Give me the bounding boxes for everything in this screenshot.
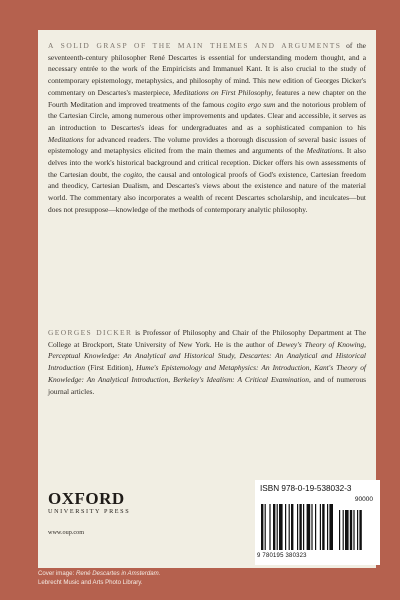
book-description [48,40,366,216]
description-term: cogito [123,169,142,179]
bio-titles: Hume's Epistemology and Metaphysics: An Introduction, Kant's Theory of Knowledge: An Analytical Introduction, Berkeley's Idealism: A Critical Examination [48,363,366,384]
credit-label: Cover image: [38,570,76,577]
barcode-digits: 9 780195 380323 [257,553,307,559]
bio-text: , and of numerous journal articles. [48,374,366,396]
publisher-subtitle: UNIVERSITY PRESS [48,508,131,515]
bio-titles: Dewey's Theory of Knowing, Perceptual Knowledge: An Analytical and Historical Study, Descartes: An Analytical and Historical Introduction [48,339,366,373]
cover-image-credit [38,570,238,587]
description-text: , features a new chapter on the Fourth Meditation and improved treatments of the famous [48,87,366,109]
description-title: Meditations on First Philosophy [173,87,272,97]
description-title: Meditations [306,146,343,156]
price-code: 90000 [354,496,373,503]
publisher-url: www.oup.com [48,529,85,536]
barcode-bars [261,504,373,552]
barcode-block [255,480,380,565]
description-term: cogito ergo sum [226,99,276,109]
credit-title: René Descartes in Amsterdam. [75,570,161,577]
publisher-name: OXFORD [48,489,125,508]
credit-line: Lebrecht Music and Arts Photo Library. [38,578,143,586]
description-text: . It also delves into the work's historical background and critical reception. Dicker offers his own assessments of the Cartesian doubt, the [48,146,366,179]
description-text: , the causal and ontological proofs of God's existence, Cartesian freedom and theodicy, Cartesian Dualism, and Descartes's views about the existence and nature of the material world. The commentary also incorporates a wealth of recent Descartes scholarship, and inculcates—but does not presuppose—knowledge of the methods of contemporary analytic philosophy. [48,169,366,214]
isbn-number: ISBN 978-0-19-538032-3 [260,484,352,493]
bio-text: is Professor of Philosophy and Chair of the Philosophy Department at The College at Brockport, State University of New York. He is the author of [48,328,366,349]
description-lead: A SOLID GRASP OF THE MAIN THEMES AND ARGUMENTS [48,41,342,50]
publisher-logo [48,490,130,516]
description-text: and the notorious problem of the Cartesian Circle, among numerous other improvements and updates. Clear and accessible, it serves as an introduction to Descartes's ideas for undergraduates and as a sophisticated companion to his [48,99,366,132]
author-name: GEORGES DICKER [48,328,133,337]
bio-text: (First Edition), [84,363,137,373]
author-bio [48,327,366,397]
description-title: Meditations [48,134,84,144]
description-text: for advanced readers. The volume provides a thorough discussion of several basic issues of epistemology and metaphysics elicited from the main themes and arguments of the [48,134,366,156]
description-text: of the seventeenth-century philosopher René Descartes is essential for understanding modern thought, and a necessary entrée to the work of the Empiricists and Immanuel Kant. It is also crucial to the study of contemporary epistemology, metaphysics, and philosophy of mind. This new edition of Georges Dicker's commentary on Descartes's masterpiece, [48,41,366,97]
